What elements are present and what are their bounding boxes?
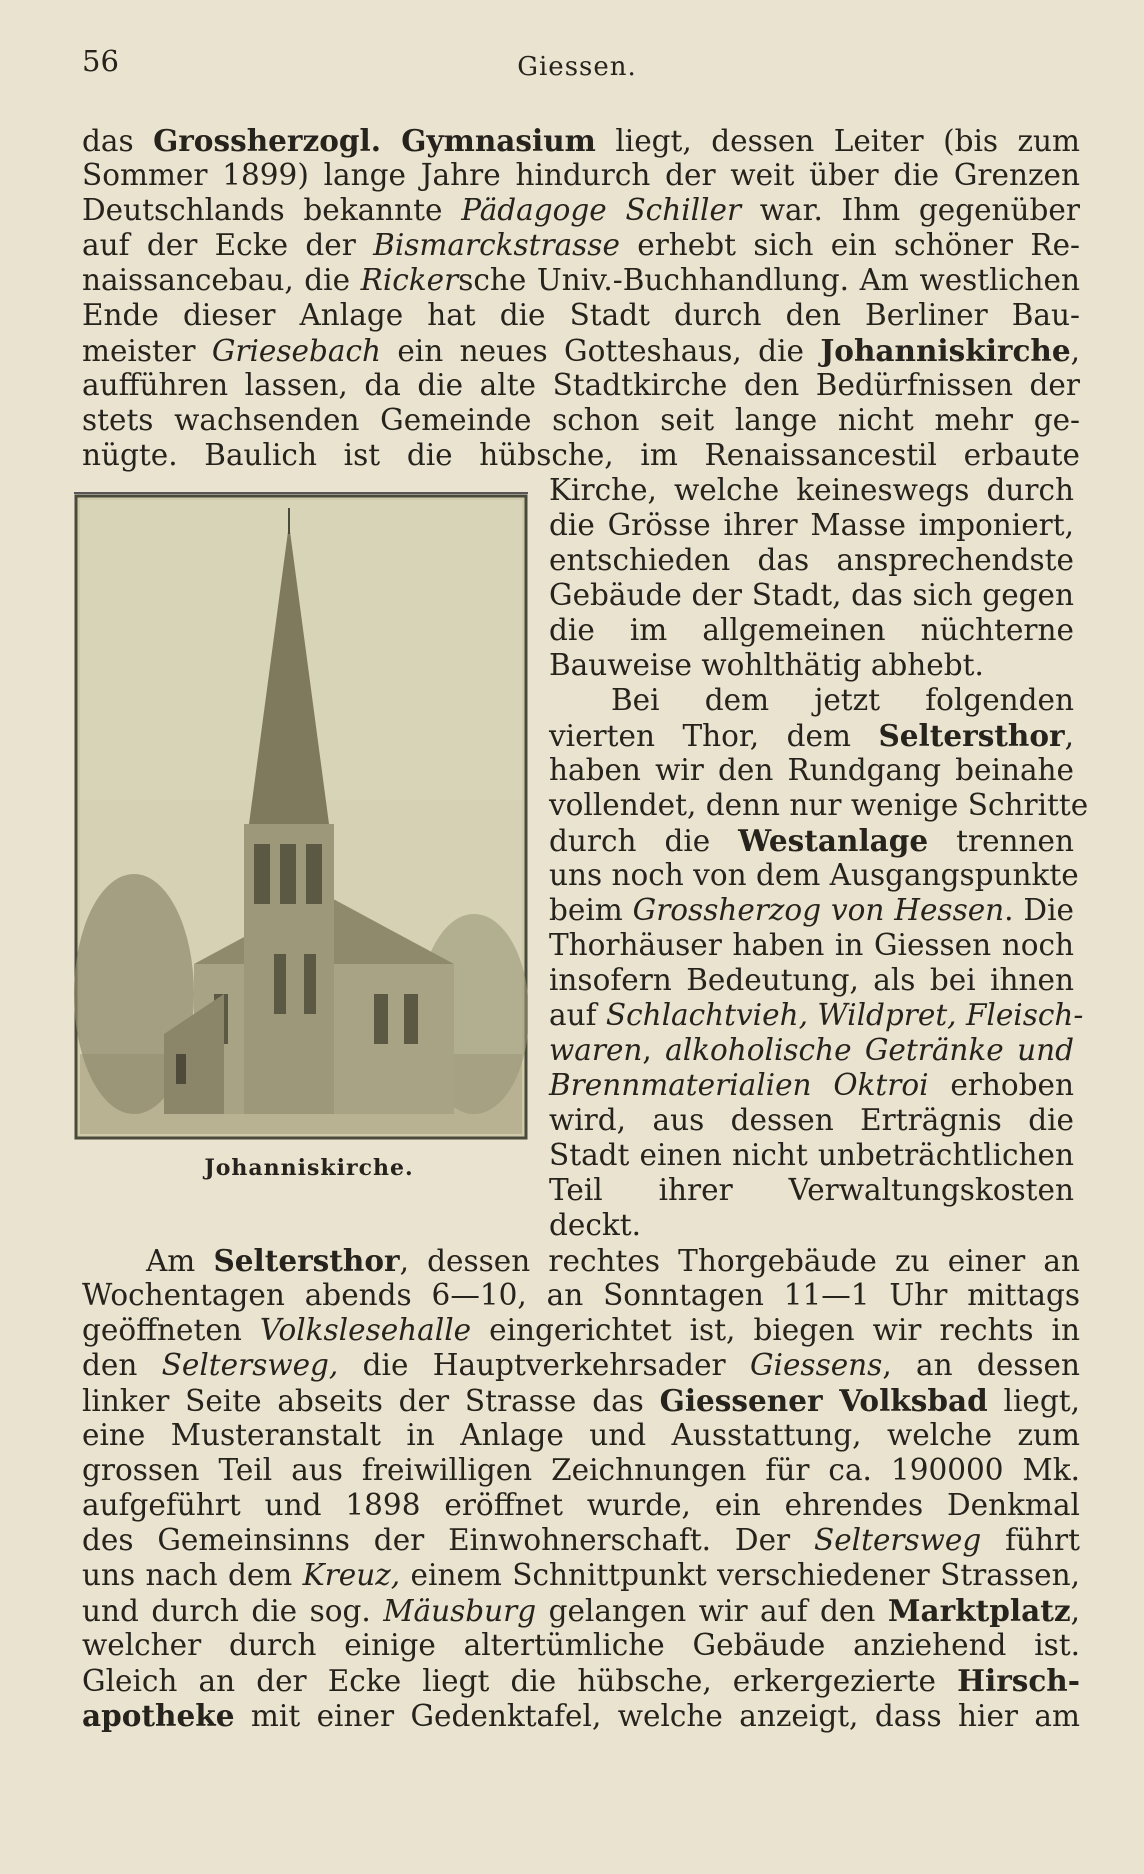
text-line-b8: aufgeführt und 1898 eröffnet wurde, ein ehrendes Denkmal xyxy=(82,1488,1080,1522)
page-header xyxy=(82,44,1072,84)
text-line-r22: deckt. xyxy=(549,1208,641,1242)
text-line-r14: Thorhäuser haben in Giessen noch xyxy=(549,928,1074,962)
text-line-b12: welcher durch einige altertümliche Gebäude anziehend ist. xyxy=(82,1628,1080,1662)
johanniskirche-image xyxy=(74,494,528,1140)
text-line-r12: uns noch von dem Ausgangspunkte xyxy=(549,858,1079,892)
text-line-b5: linker Seite abseits der Strasse das Giessener Volksbad liegt, xyxy=(82,1383,1080,1418)
text-line-6: Ende dieser Anlage hat die Stadt durch den Berliner Bau- xyxy=(82,298,1080,332)
text-line-r15: insofern Bedeutung, als bei ihnen xyxy=(549,963,1074,997)
text-line-b14: apotheke mit einer Gedenktafel, welche anzeigt, dass hier am xyxy=(82,1698,1080,1733)
text-line-r10: vollendet, denn nur wenige Schritte xyxy=(549,788,1089,822)
text-line-b13: Gleich an der Ecke liegt die hübsche, erkergezierte Hirsch- xyxy=(82,1663,1080,1698)
page-number: 56 xyxy=(82,44,119,78)
text-line-4: auf der Ecke der Bismarckstrasse erhebt sich ein schöner Re- xyxy=(82,228,1080,262)
text-line-r19: wird, aus dessen Erträgnis die xyxy=(549,1103,1074,1137)
text-line-r1: Kirche, welche keineswegs durch xyxy=(549,473,1074,507)
text-line-8: aufführen lassen, da die alte Stadtkirche den Bedürfnissen der xyxy=(82,368,1080,402)
text-line-b4: den Seltersweg, die Hauptverkehrsader Giessens, an dessen xyxy=(82,1348,1081,1382)
text-line-r2: die Grösse ihrer Masse imponiert, xyxy=(549,508,1074,542)
text-line-1: das Grossherzogl. Gymnasium liegt, dessen Leiter (bis zum xyxy=(82,123,1080,158)
text-line-r16: auf Schlachtvieh, Wildpret, Fleisch- xyxy=(549,998,1084,1032)
text-line-r9: haben wir den Rundgang beinahe xyxy=(549,753,1074,787)
text-line-b3: geöffneten Volkslesehalle eingerichtet ist, biegen wir rechts in xyxy=(82,1313,1080,1347)
figure-caption: Johanniskirche. xyxy=(204,1155,414,1181)
text-line-r11: durch die Westanlage trennen xyxy=(549,823,1074,858)
text-line-b11: und durch die sog. Mäusburg gelangen wir auf den Marktplatz, xyxy=(82,1593,1080,1628)
text-line-r3: entschieden das ansprechendste xyxy=(549,543,1074,577)
text-line-b9: des Gemeinsinns der Einwohnerschaft. Der Seltersweg führt xyxy=(82,1523,1080,1557)
text-line-7: meister Griesebach ein neues Gotteshaus, die Johanniskirche, xyxy=(82,333,1081,368)
running-title: Giessen. xyxy=(517,52,637,82)
text-line-r5: die im allgemeinen nüchterne xyxy=(549,613,1074,647)
text-line-b7: grossen Teil aus freiwilligen Zeichnungen für ca. 190000 Mk. xyxy=(82,1453,1080,1487)
text-line-r8: vierten Thor, dem Seltersthor, xyxy=(549,718,1074,753)
text-line-r21: Teil ihrer Verwaltungskosten xyxy=(549,1173,1074,1207)
text-line-10: nügte. Baulich ist die hübsche, im Renaissancestil erbaute xyxy=(82,438,1080,472)
text-line-r13: beim Grossherzog von Hessen. Die xyxy=(549,893,1074,927)
text-line-r18: Brennmaterialien Oktroi erhoben xyxy=(549,1068,1074,1102)
text-line-5: naissancebau, die Rickersche Univ.-Buchhandlung. Am westlichen xyxy=(82,263,1080,297)
text-line-b10: uns nach dem Kreuz, einem Schnittpunkt verschiedener Strassen, xyxy=(82,1558,1080,1592)
text-line-3: Deutschlands bekannte Pädagoge Schiller war. Ihm gegenüber xyxy=(82,193,1080,227)
text-line-2: Sommer 1899) lange Jahre hindurch der weit über die Grenzen xyxy=(82,158,1080,192)
text-line-9: stets wachsenden Gemeinde schon seit lange nicht mehr ge- xyxy=(82,403,1080,437)
church-illustration xyxy=(74,492,528,1140)
text-line-r20: Stadt einen nicht unbeträchtlichen xyxy=(549,1138,1074,1172)
text-line-r4: Gebäude der Stadt, das sich gegen xyxy=(549,578,1074,612)
text-line-b6: eine Musteranstalt in Anlage und Ausstattung, welche zum xyxy=(82,1418,1080,1452)
text-line-b2: Wochentagen abends 6—10, an Sonntagen 11—1 Uhr mittags xyxy=(82,1278,1080,1312)
text-line-r17: waren, alkoholische Getränke und xyxy=(549,1033,1074,1067)
text-line-r7: Bei dem jetzt folgenden xyxy=(611,683,1074,717)
text-line-b1: Am Seltersthor, dessen rechtes Thorgebäude zu einer an xyxy=(146,1243,1080,1278)
text-line-r6: Bauweise wohlthätig abhebt. xyxy=(549,648,984,682)
